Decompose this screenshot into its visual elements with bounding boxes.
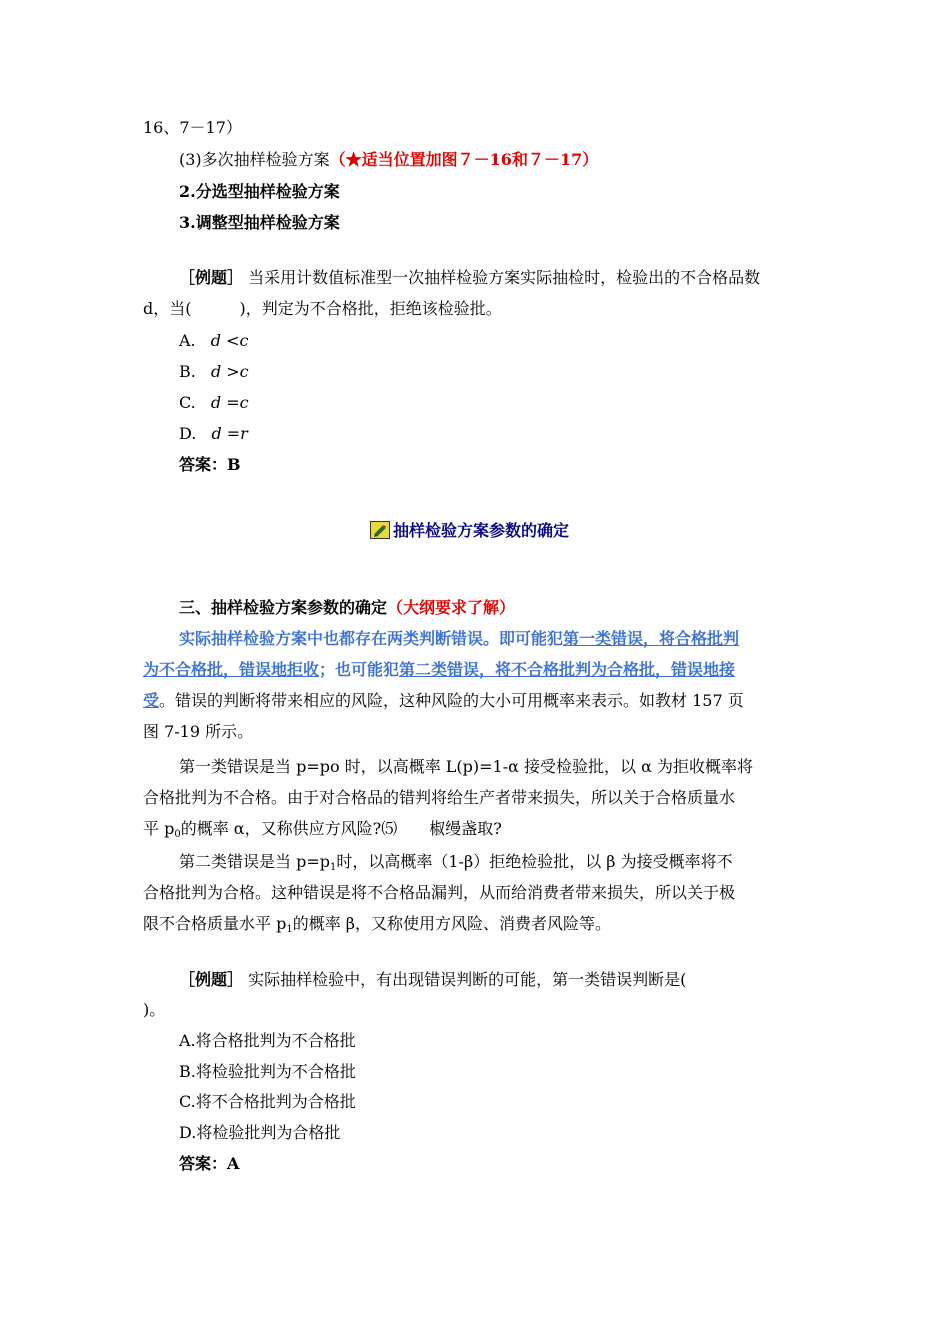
para3-line3 bbox=[143, 913, 611, 941]
example1-option-a bbox=[179, 330, 248, 352]
example2-option-a: A.将合格批判为不合格批 bbox=[179, 1031, 356, 1050]
para3-text-cont: 的概率 β，又称使用方风险、消费者风险等。 bbox=[292, 914, 612, 933]
option-letter: B. bbox=[179, 362, 196, 381]
subscript: 0 bbox=[174, 829, 181, 840]
example1-question-line2: d，当( )，判定为不合格批，拒绝该检验批。 bbox=[143, 299, 502, 318]
para2-line1: 第一类错误是当 p=po 时，以高概率 L(p)=1-α 接受检验批，以 α 为拒收概率将 bbox=[179, 757, 753, 776]
example1-option-d bbox=[179, 423, 248, 445]
para1-type1-error: 第一类错误，将合格批判 bbox=[563, 629, 740, 648]
para2-text: 平 p bbox=[143, 819, 175, 838]
figure-placement-note: （★适当位置加图７－16和７－17） bbox=[329, 150, 599, 169]
para3-text-cont: 时，以高概率（1-β）拒绝检验批，以 β 为接受概率将不 bbox=[336, 852, 733, 871]
section3-title: 三、抽样检验方案参数的确定 bbox=[179, 598, 388, 617]
para2-text-cont: 的概率 α，又称供应方风险?⑸ 椒缦盏取? bbox=[180, 819, 502, 838]
para3-line2: 合格批判为合格。这种错误是将不合格品漏判，从而给消费者带来损失，所以关于极 bbox=[143, 883, 736, 902]
example1-option-c bbox=[179, 392, 249, 414]
option-expression: d =c bbox=[210, 393, 249, 412]
option-letter: A. bbox=[179, 331, 196, 350]
reference-line: 16、7－17） bbox=[143, 118, 242, 137]
option-expression: d >c bbox=[210, 362, 249, 381]
option-expression: d <c bbox=[210, 331, 249, 350]
option-letter: D. bbox=[179, 424, 197, 443]
option-letter: C. bbox=[179, 393, 196, 412]
example2-option-d: D.将检验批判为合格批 bbox=[179, 1123, 341, 1142]
section-link-label: 抽样检验方案参数的确定 bbox=[393, 521, 570, 540]
para1-line2 bbox=[143, 659, 735, 681]
item-sorting-sampling: 2.分选型抽样检验方案 bbox=[179, 182, 340, 201]
para1-line1 bbox=[179, 628, 739, 650]
section-link-parameters[interactable] bbox=[370, 518, 569, 541]
example2-question-line2: )。 bbox=[143, 1000, 166, 1019]
para2-line2: 合格批判为不合格。由于对合格品的错判将给生产者带来损失，所以关于合格质量水 bbox=[143, 788, 736, 807]
para3-text: 第二类错误是当 p=p bbox=[179, 852, 330, 871]
section3-note: （大纲要求了解） bbox=[387, 598, 516, 617]
item-multi-sampling bbox=[179, 149, 598, 171]
example2-option-b: B.将检验批判为不合格批 bbox=[179, 1062, 356, 1081]
subscript: 1 bbox=[329, 862, 337, 873]
para2-line3 bbox=[143, 818, 502, 846]
example1-answer: 答案：B bbox=[179, 455, 241, 474]
subscript: 1 bbox=[286, 924, 293, 935]
para1-intro: 实际抽样检验方案中也都存在两类判断错误。即可能犯 bbox=[179, 629, 564, 648]
example2-question-text: 实际抽样检验中，有出现错误判断的可能，第一类错误判断是( bbox=[248, 970, 687, 989]
para1-line3 bbox=[143, 690, 744, 712]
pencil-note-icon bbox=[370, 521, 390, 539]
example2-option-c: C.将不合格批判为合格批 bbox=[179, 1092, 356, 1111]
section3-heading bbox=[179, 597, 515, 619]
para1-type2-error-end: 受 bbox=[143, 691, 160, 710]
item-multi-sampling-label: (3)多次抽样检验方案 bbox=[179, 150, 330, 169]
para1-risk-text: 。错误的判断将带来相应的风险，这种风险的大小可用概率来表示。如教材 157 页 bbox=[159, 691, 744, 710]
item-adjusted-sampling: 3.调整型抽样检验方案 bbox=[179, 213, 340, 232]
example1-option-b bbox=[179, 361, 249, 383]
para1-type2-error: 第二类错误，将不合格批判为合格批，错误地接 bbox=[399, 660, 736, 679]
para1-connector: ；也可能犯 bbox=[319, 660, 400, 679]
para3-text: 限不合格质量水平 p bbox=[143, 914, 287, 933]
para1-line4: 图 7-19 所示。 bbox=[143, 722, 254, 741]
para3-line1 bbox=[179, 851, 733, 879]
example1-tag: ［例题］ bbox=[179, 268, 244, 287]
example2-tag: ［例题］ bbox=[179, 970, 244, 989]
example1-question-line1 bbox=[179, 267, 760, 289]
example2-question-line1 bbox=[179, 969, 686, 991]
example1-question-text: 当采用计数值标准型一次抽样检验方案实际抽检时，检验出的不合格品数 bbox=[248, 268, 761, 287]
option-expression: d =r bbox=[211, 424, 248, 443]
example2-answer: 答案：A bbox=[179, 1154, 240, 1173]
para1-type1-error-cont: 为不合格批，错误地拒收 bbox=[143, 660, 320, 679]
